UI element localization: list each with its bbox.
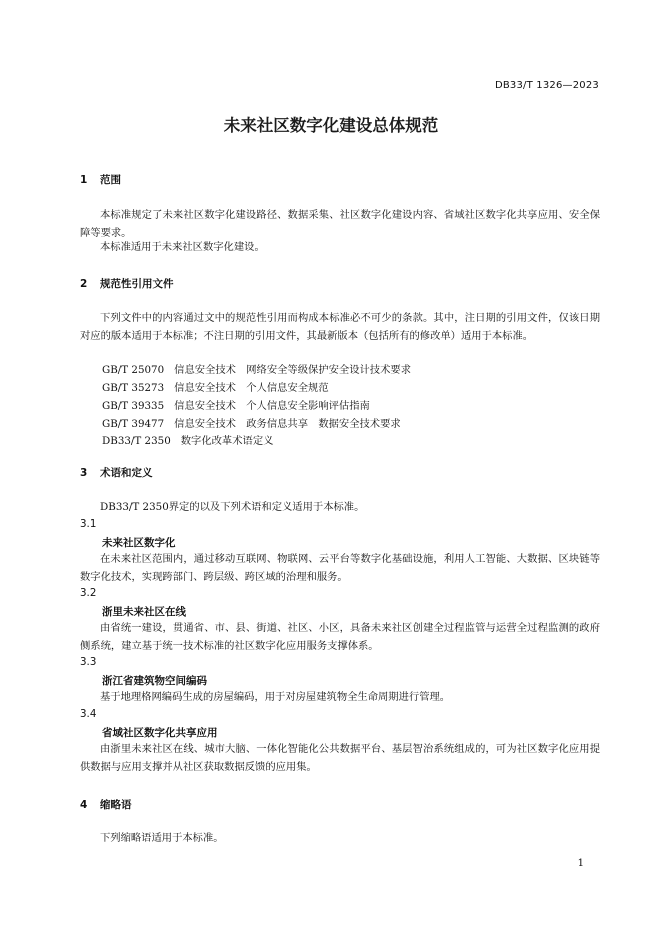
reference-title: 信息安全技术 个人信息安全规范	[174, 382, 329, 394]
section-title: 范围	[100, 174, 121, 186]
page-number: 1	[577, 858, 584, 869]
reference-item	[102, 361, 421, 376]
section-title: 缩略语	[100, 799, 132, 811]
reference-item	[102, 397, 380, 412]
section-2-heading	[80, 276, 174, 291]
reference-code: GB/T 39477	[102, 418, 165, 430]
term-number: 3.4	[80, 708, 97, 720]
reference-item	[102, 432, 283, 447]
term-definition: 由浙里未来社区在线、城市大脑、一体化智能化公共数据平台、基层智治系统组成的，可为社区数字化应用提供数据与应用支撑并从社区获取数据反馈的应用集。	[80, 743, 600, 773]
scope-applicability: 本标准适用于未来社区数字化建设。	[100, 241, 265, 253]
section-title: 术语和定义	[100, 467, 153, 479]
term-number: 3.2	[80, 587, 97, 599]
reference-code: GB/T 39335	[102, 400, 165, 412]
reference-title: 信息安全技术 个人信息安全影响评估指南	[174, 400, 370, 412]
term-number: 3.1	[80, 518, 97, 530]
term-number: 3.3	[80, 656, 97, 668]
reference-code: GB/T 25070	[102, 364, 165, 376]
term-name: 浙江省建筑物空间编码	[102, 675, 207, 687]
reference-title: 信息安全技术 网络安全等级保护安全设计技术要求	[174, 364, 411, 376]
section-number: 4	[80, 799, 88, 811]
terms-intro-paragraph: DB33/T 2350界定的以及下列术语和定义适用于本标准。	[100, 501, 365, 513]
section-number: 3	[80, 467, 88, 479]
reference-item	[102, 415, 411, 430]
reference-title: 信息安全技术 政务信息共享 数据安全技术要求	[174, 418, 401, 430]
term-name: 浙里未来社区在线	[102, 606, 186, 618]
term-definition: 由省统一建设，贯通省、市、县、街道、社区、小区，具备未来社区创建全过程监管与运营全过程监测的政府侧系统，建立基于统一技术标准的社区数字化应用服务支撑体系。	[80, 622, 600, 652]
term-name: 省域社区数字化共享应用	[102, 727, 218, 739]
section-3-heading	[80, 465, 153, 480]
section-title: 规范性引用文件	[100, 278, 174, 290]
standard-code: DB33/T 1326—2023	[494, 80, 599, 91]
section-1-heading	[80, 172, 121, 187]
term-definition: 基于地理格网编码生成的房屋编码，用于对房屋建筑物全生命周期进行管理。	[100, 691, 451, 703]
normative-references-paragraph: 下列文件中的内容通过文中的规范性引用而构成本标准必不可少的条款。其中，注日期的引用文件，仅该日期对应的版本适用于本标准；不注日期的引用文件，其最新版本（包括所有的修改单）适用于本标准。	[80, 312, 600, 342]
section-number: 2	[80, 278, 88, 290]
reference-code: DB33/T 2350	[102, 435, 171, 447]
scope-paragraph: 本标准规定了未来社区数字化建设路径、数据采集、社区数字化建设内容、省域社区数字化共享应用、安全保障等要求。	[80, 209, 600, 239]
reference-item	[102, 379, 339, 394]
section-4-heading	[80, 797, 132, 812]
abbreviations-paragraph: 下列缩略语适用于本标准。	[100, 832, 224, 844]
reference-title: 数字化改革术语定义	[180, 435, 274, 447]
term-definition: 在未来社区范围内，通过移动互联网、物联网、云平台等数字化基础设施，利用人工智能、大数据、区块链等数字化技术，实现跨部门、跨层级、跨区域的治理和服务。	[80, 553, 600, 583]
document-title: 未来社区数字化建设总体规范	[223, 116, 439, 135]
section-number: 1	[80, 174, 88, 186]
reference-code: GB/T 35273	[102, 382, 165, 394]
term-name: 未来社区数字化	[102, 537, 176, 549]
